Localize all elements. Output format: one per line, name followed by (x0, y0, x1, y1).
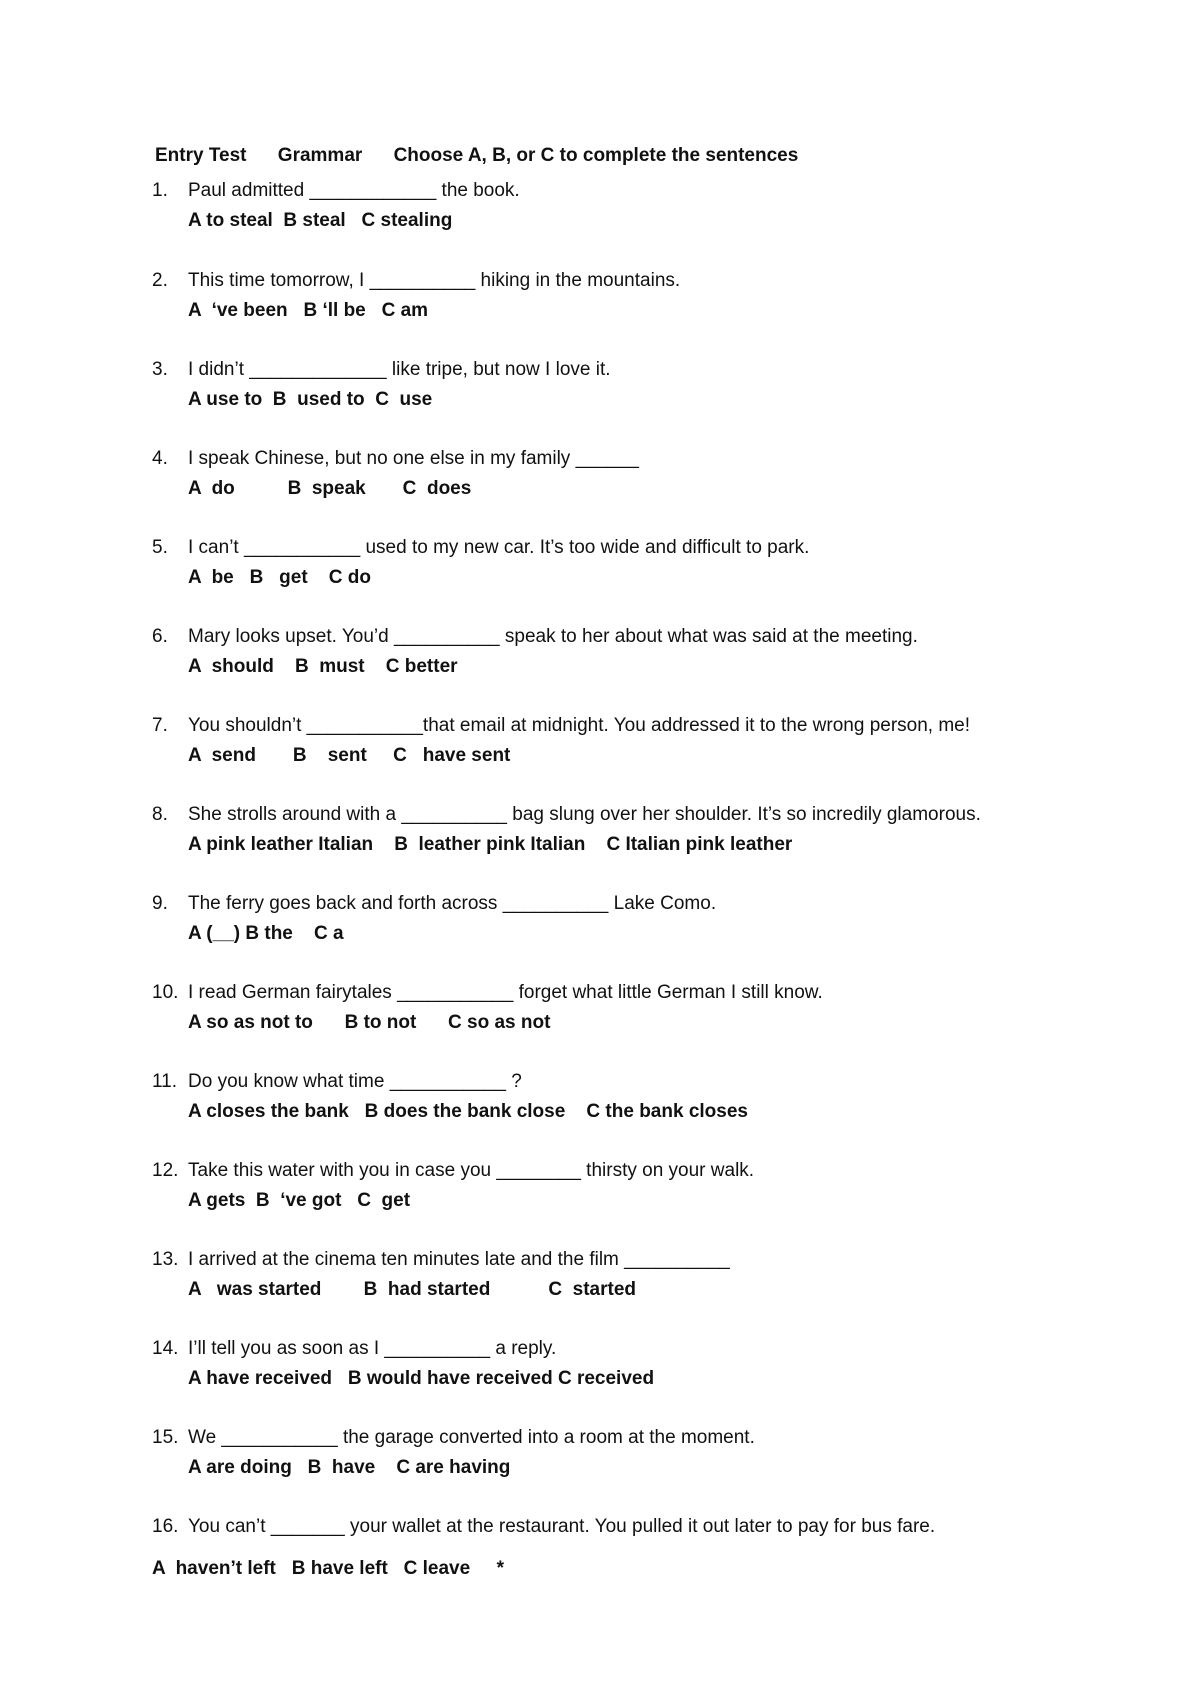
header-entry-test: Entry Test (155, 145, 247, 166)
question-number: 1. (152, 180, 168, 201)
question-8 (152, 800, 1152, 860)
question-options: A are doing B have C are having (188, 1457, 511, 1478)
question-text: I’ll tell you as soon as I __________ a reply. (188, 1338, 557, 1359)
header-instructions: Choose A, B, or C to complete the sentences (393, 145, 799, 166)
question-9 (152, 889, 1152, 949)
question-number: 12. (152, 1160, 179, 1181)
question-text: The ferry goes back and forth across __________ Lake Como. (188, 893, 717, 914)
question-2 (152, 266, 1152, 326)
question-options: A was started B had started C started (188, 1279, 637, 1300)
question-4 (152, 444, 1152, 504)
question-number: 10. (152, 982, 179, 1003)
question-text: Paul admitted ____________ the book. (188, 180, 520, 201)
question-text: I didn’t _____________ like tripe, but now I love it. (188, 359, 611, 380)
question-number: 15. (152, 1427, 179, 1448)
question-12 (152, 1156, 1152, 1216)
question-options: A ‘ve been B ‘ll be C am (188, 300, 429, 321)
question-text: I can’t ___________ used to my new car. It’s too wide and difficult to park. (188, 537, 810, 558)
question-options: A closes the bank B does the bank close C the bank closes (188, 1101, 748, 1122)
question-options: A pink leather Italian B leather pink Italian C Italian pink leather (188, 834, 793, 855)
question-options: A to steal B steal C stealing (188, 210, 453, 231)
question-number: 11. (152, 1071, 178, 1092)
question-number: 9. (152, 893, 168, 914)
question-15 (152, 1423, 1152, 1483)
question-number: 2. (152, 270, 168, 291)
question-text: I speak Chinese, but no one else in my family ______ (188, 448, 639, 469)
question-text: Take this water with you in case you ________ thirsty on your walk. (188, 1160, 755, 1181)
test-header (155, 145, 824, 167)
question-11 (152, 1067, 1152, 1127)
question-options: A do B speak C does (188, 478, 472, 499)
question-text: We ___________ the garage converted into a room at the moment. (188, 1427, 755, 1448)
question-text: I read German fairytales ___________ forget what little German I still know. (188, 982, 823, 1003)
question-text: Mary looks upset. You’d __________ speak to her about what was said at the meeting. (188, 626, 918, 647)
question-options: A gets B ‘ve got C get (188, 1190, 411, 1211)
question-1 (152, 176, 1152, 236)
question-text: You can’t _______ your wallet at the restaurant. You pulled it out later to pay for bus fare. (188, 1516, 936, 1537)
question-options: A should B must C better (188, 656, 458, 677)
question-text: You shouldn’t ___________that email at midnight. You addressed it to the wrong person, me! (188, 715, 971, 736)
question-number: 5. (152, 537, 168, 558)
question-number: 6. (152, 626, 168, 647)
question-5 (152, 533, 1152, 593)
question-16-options: A haven’t left B have left C leave * (152, 1558, 504, 1579)
question-options: A be B get C do (188, 567, 371, 588)
header-grammar: Grammar (277, 145, 363, 166)
question-number: 7. (152, 715, 168, 736)
question-7 (152, 711, 1152, 771)
question-10 (152, 978, 1152, 1038)
question-number: 14. (152, 1338, 179, 1359)
question-6 (152, 622, 1152, 682)
question-text: Do you know what time ___________ ? (188, 1071, 522, 1092)
question-options: A use to B used to C use (188, 389, 433, 410)
question-13 (152, 1245, 1152, 1305)
question-text: She strolls around with a __________ bag slung over her shoulder. It’s so incredily glamorous. (188, 804, 981, 825)
question-number: 13. (152, 1249, 179, 1270)
question-options: A have received B would have received C received (188, 1368, 655, 1389)
question-number: 4. (152, 448, 168, 469)
question-number: 16. (152, 1516, 179, 1537)
question-number: 8. (152, 804, 168, 825)
question-3 (152, 355, 1152, 415)
question-text: I arrived at the cinema ten minutes late and the film __________ (188, 1249, 730, 1270)
question-options: A (__) B the C a (188, 923, 344, 944)
question-14 (152, 1334, 1152, 1394)
question-options: A send B sent C have sent (188, 745, 511, 766)
question-text: This time tomorrow, I __________ hiking in the mountains. (188, 270, 681, 291)
question-16 (152, 1512, 1152, 1542)
question-number: 3. (152, 359, 168, 380)
question-options: A so as not to B to not C so as not (188, 1012, 551, 1033)
